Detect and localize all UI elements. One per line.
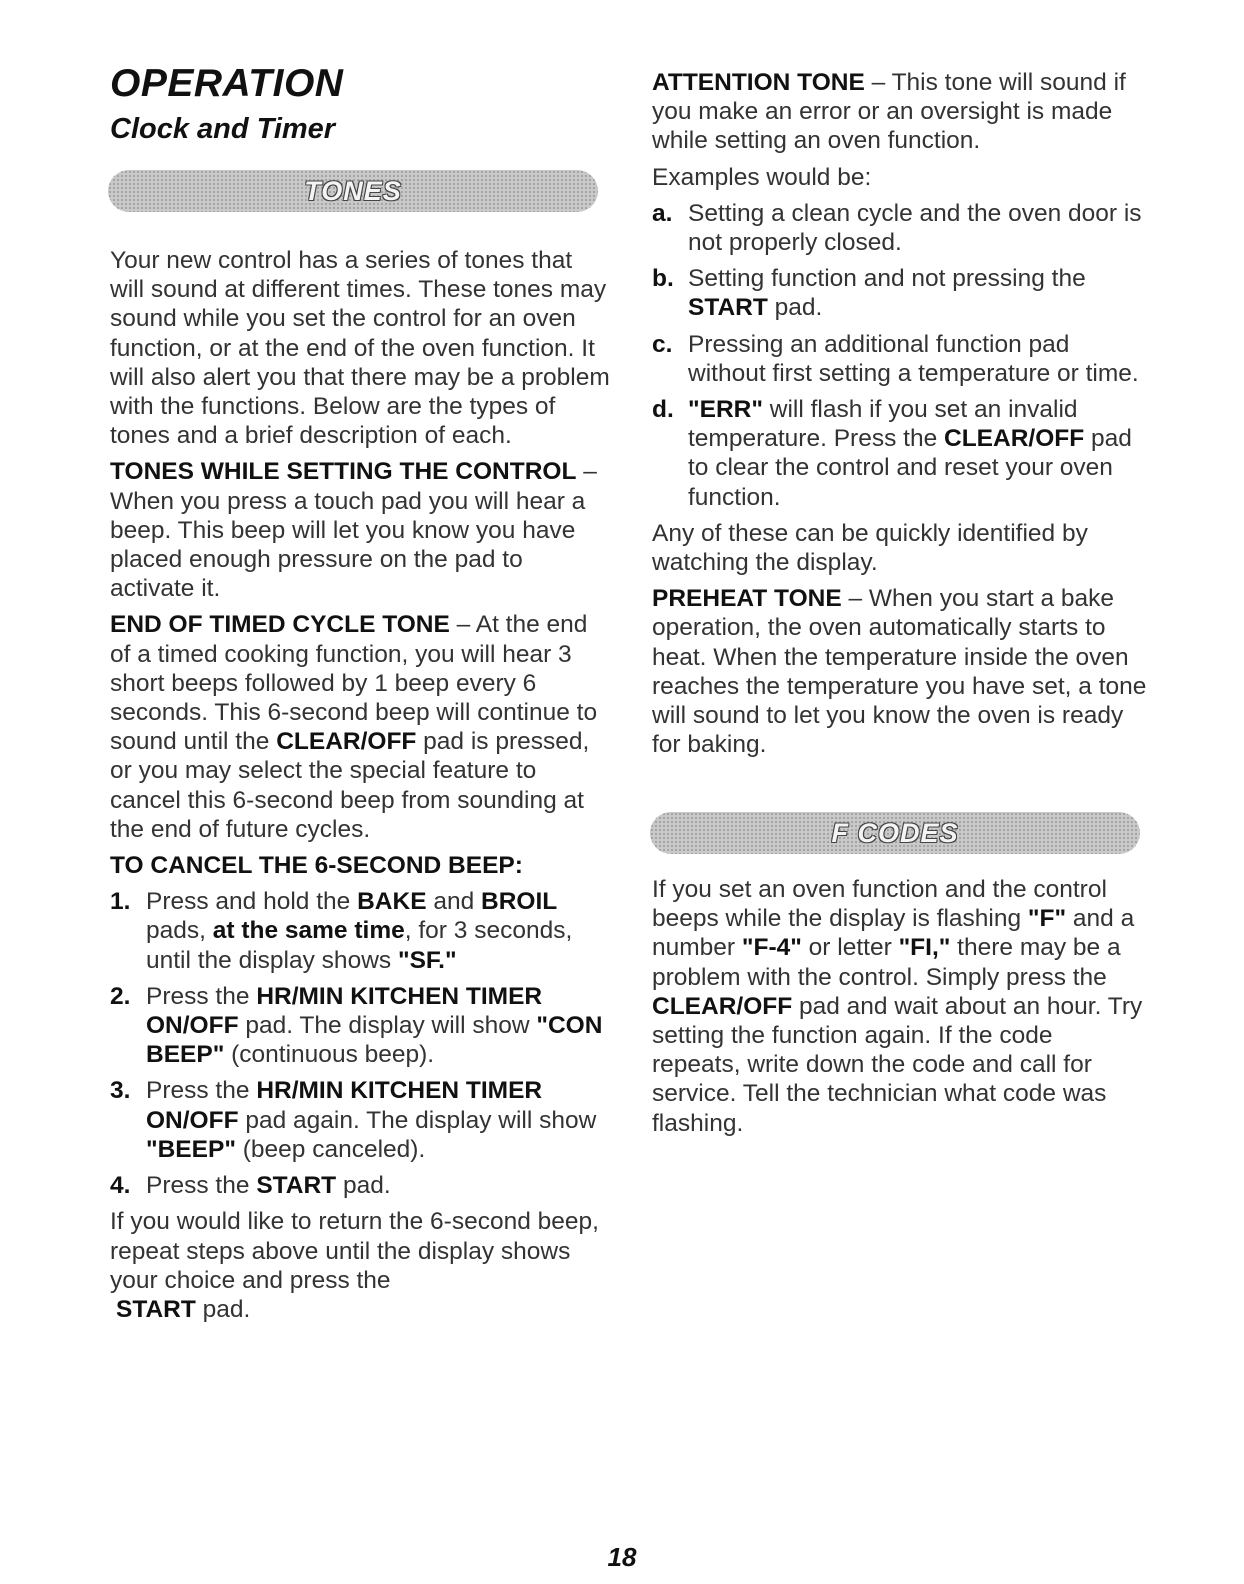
attention-tone-heading: ATTENTION TONE [652,69,865,96]
step-text: Press the [146,1077,257,1105]
step-bold: BROIL [481,888,558,916]
fcodes-bold: "FI," [898,934,951,962]
page-title: OPERATION [110,62,344,105]
step-text: , for 3 seconds, until the display shows [146,917,573,974]
identified-paragraph: Any of these can be quickly identified by watching the display. [652,519,1088,577]
item-marker: b. [652,265,674,293]
step-text: and [426,888,482,916]
item-text: pad. [767,294,823,322]
cancel-steps-list [110,887,610,1200]
cancel-beep-heading [110,851,610,880]
left-column [110,246,610,1331]
item-body [688,264,1147,322]
item-bold: "ERR" [688,396,763,424]
step-body [146,1171,610,1200]
step-body [146,887,610,975]
step-bold: BAKE [357,888,427,916]
step-body [146,1076,610,1164]
end-tone-bold: CLEAR/OFF [276,728,417,756]
step-bold: HR/MIN KITCHEN TIMER ON/OFF [146,982,543,1040]
preheat-tone-heading: PREHEAT TONE [652,585,842,613]
step-text: Press the [146,982,257,1010]
item-text: Pressing an additional function pad without first setting a temperature or time. [688,330,1139,387]
return-beep-paragraph [110,1207,610,1324]
list-item [652,199,1147,257]
item-marker: c. [652,330,673,358]
return-beep-text: If you would like to return the 6-second beep, repeat steps above until the display shows your choice and press the [110,1208,599,1294]
return-beep-bold: START [116,1295,196,1323]
fcodes-text: and a number [652,905,1135,962]
end-tone-paragraph [110,610,610,844]
list-item [652,330,1147,388]
item-marker: a. [652,199,673,227]
step-number: 4. [110,1172,131,1200]
item-marker: d. [652,396,674,424]
step-number: 1. [110,888,131,916]
fcodes-text: If you set an oven function and the control beeps while the display is flashing [652,876,1107,933]
step-number: 2. [110,982,131,1010]
fcodes-bold: "F-4" [741,934,802,962]
setting-tone-heading: TONES WHILE SETTING THE CONTROL [110,458,577,486]
setting-tone-body: – When you press a touch pad you will hear a beep. This beep will let you know you have placed enough pressure on the pad to activate it. [110,458,597,603]
end-tone-heading: END OF TIMED CYCLE TONE [110,611,450,639]
list-item [110,887,610,975]
end-tone-body-1: – At the end of a timed cooking function, you will hear 3 short beeps followed by 1 beep every 6 seconds. This 6-second beep will continue to sound until the [110,611,598,756]
fcodes-bold: CLEAR/OFF [652,992,793,1020]
end-tone-body-2: pad is pressed, or you may select the special feature to cancel this 6-second beep from sounding at the end of future cycles. [110,728,590,843]
fcodes-section [652,875,1147,1145]
fcodes-text: or letter [801,934,899,962]
fcodes-text: pad and wait about an hour. Try setting the function again. If the code repeats, write down the code and call for service. Tell the technician what code was flashing. [652,992,1143,1137]
preheat-tone-paragraph [652,584,1147,759]
section-subtitle: Clock and Timer [110,113,336,145]
list-item [110,982,610,1070]
fcodes-bold: "F" [1027,905,1067,933]
step-text: (beep canceled). [235,1135,426,1163]
step-bold: "SF." [397,946,457,974]
list-item [110,1076,610,1164]
right-column [652,68,1147,766]
preheat-tone-body: – When you start a bake operation, the oven automatically starts to heat. When the temperature inside the oven reaches the temperature you have set, a tone will sound to let you know the oven is ready for baking. [652,585,1147,759]
item-body [688,395,1147,512]
list-item [110,1171,610,1200]
examples-list [652,199,1147,512]
examples-label: Examples would be: [652,163,872,191]
step-number: 3. [110,1077,131,1105]
item-bold: START [688,294,768,322]
fcodes-banner-label: F CODES [831,817,959,848]
attention-tone-body: – This tone will sound if you make an error or an oversight is made while setting an oven function. [652,69,1126,155]
return-beep-end: pad. [195,1295,251,1323]
step-bold: HR/MIN KITCHEN TIMER ON/OFF [146,1077,543,1134]
step-bold: "BEEP" [146,1135,236,1163]
cancel-beep-heading-text: TO CANCEL THE 6-SECOND BEEP: [110,852,523,880]
step-text: pad. [336,1172,391,1200]
intro-paragraph: Your new control has a series of tones that will sound at different times. These tones may sound while you set the control for an oven function, or at the end of the oven function. It will also alert you that there may be a problem with the functions. Below are the types of tones and a brief description of each. [110,247,610,450]
step-text: pad again. The display will show [238,1106,597,1134]
tones-banner [108,170,598,212]
page-number: 18 [607,1542,637,1572]
setting-tone-paragraph [110,457,610,603]
step-bold: "CON BEEP" [146,1012,603,1069]
list-item [652,395,1147,512]
item-text: will flash if you set an invalid temperature. Press the [688,396,1078,453]
step-bold: START [256,1172,337,1200]
item-text: Setting function and not pressing the [688,265,1086,293]
step-text: pad. The display will show [238,1012,537,1040]
list-item [652,264,1147,322]
item-text: pad to clear the control and reset your oven function. [688,425,1132,511]
fcodes-text: there may be a problem with the control. Simply press the [652,934,1121,991]
step-text: Press and hold the [146,888,358,916]
step-text: (continuous beep). [224,1041,435,1069]
fcodes-banner [650,812,1140,854]
tones-banner-label: TONES [304,175,402,206]
attention-tone-paragraph [652,68,1147,156]
step-text: pads, [146,917,213,945]
step-bold: at the same time [212,917,405,945]
step-text: Press the [146,1172,257,1200]
item-text: Setting a clean cycle and the oven door is not properly closed. [688,199,1142,257]
item-bold: CLEAR/OFF [944,425,1085,453]
step-body [146,982,610,1070]
fcodes-paragraph [652,875,1147,1138]
